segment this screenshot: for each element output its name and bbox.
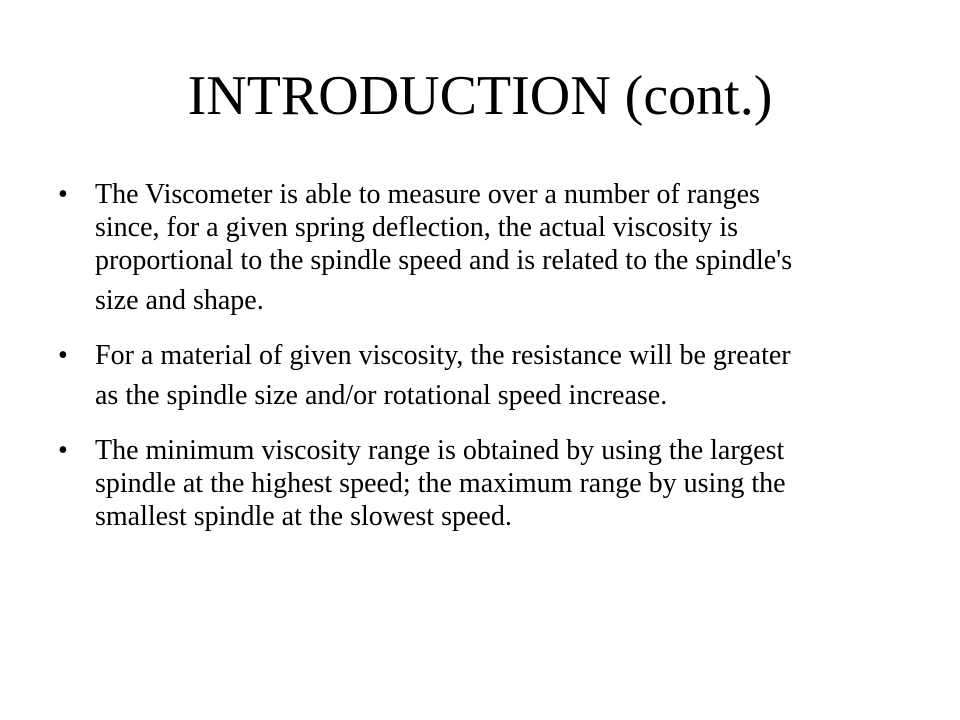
bullet-text — [95, 434, 898, 533]
bullet-text — [95, 339, 898, 420]
bullet-marker: • — [58, 435, 68, 466]
bullet-line: The Viscometer is able to measure over a number of ranges — [95, 179, 760, 210]
bullet-line: For a material of given viscosity, the resistance will be greater — [95, 340, 791, 371]
bullet-text — [95, 178, 898, 325]
bullet-line: as the spindle size and/or rotational speed increase. — [95, 380, 668, 411]
bullet-item-2 — [58, 339, 898, 420]
bullet-marker: • — [58, 179, 68, 210]
bullet-marker: • — [58, 340, 68, 371]
bullet-line: smallest spindle at the slowest speed. — [95, 501, 512, 532]
bullet-item-1 — [58, 178, 898, 325]
bullet-item-3 — [58, 434, 898, 533]
bullet-line: spindle at the highest speed; the maximum range by using the — [95, 468, 786, 499]
bullet-list — [58, 178, 898, 547]
bullet-line: The minimum viscosity range is obtained by using the largest — [95, 435, 785, 466]
bullet-line: proportional to the spindle speed and is related to the spindle's — [95, 245, 793, 276]
bullet-line: size and shape. — [95, 285, 264, 316]
bullet-line: since, for a given spring deflection, the actual viscosity is — [95, 212, 739, 243]
slide-title: INTRODUCTION (cont.) — [187, 65, 773, 127]
